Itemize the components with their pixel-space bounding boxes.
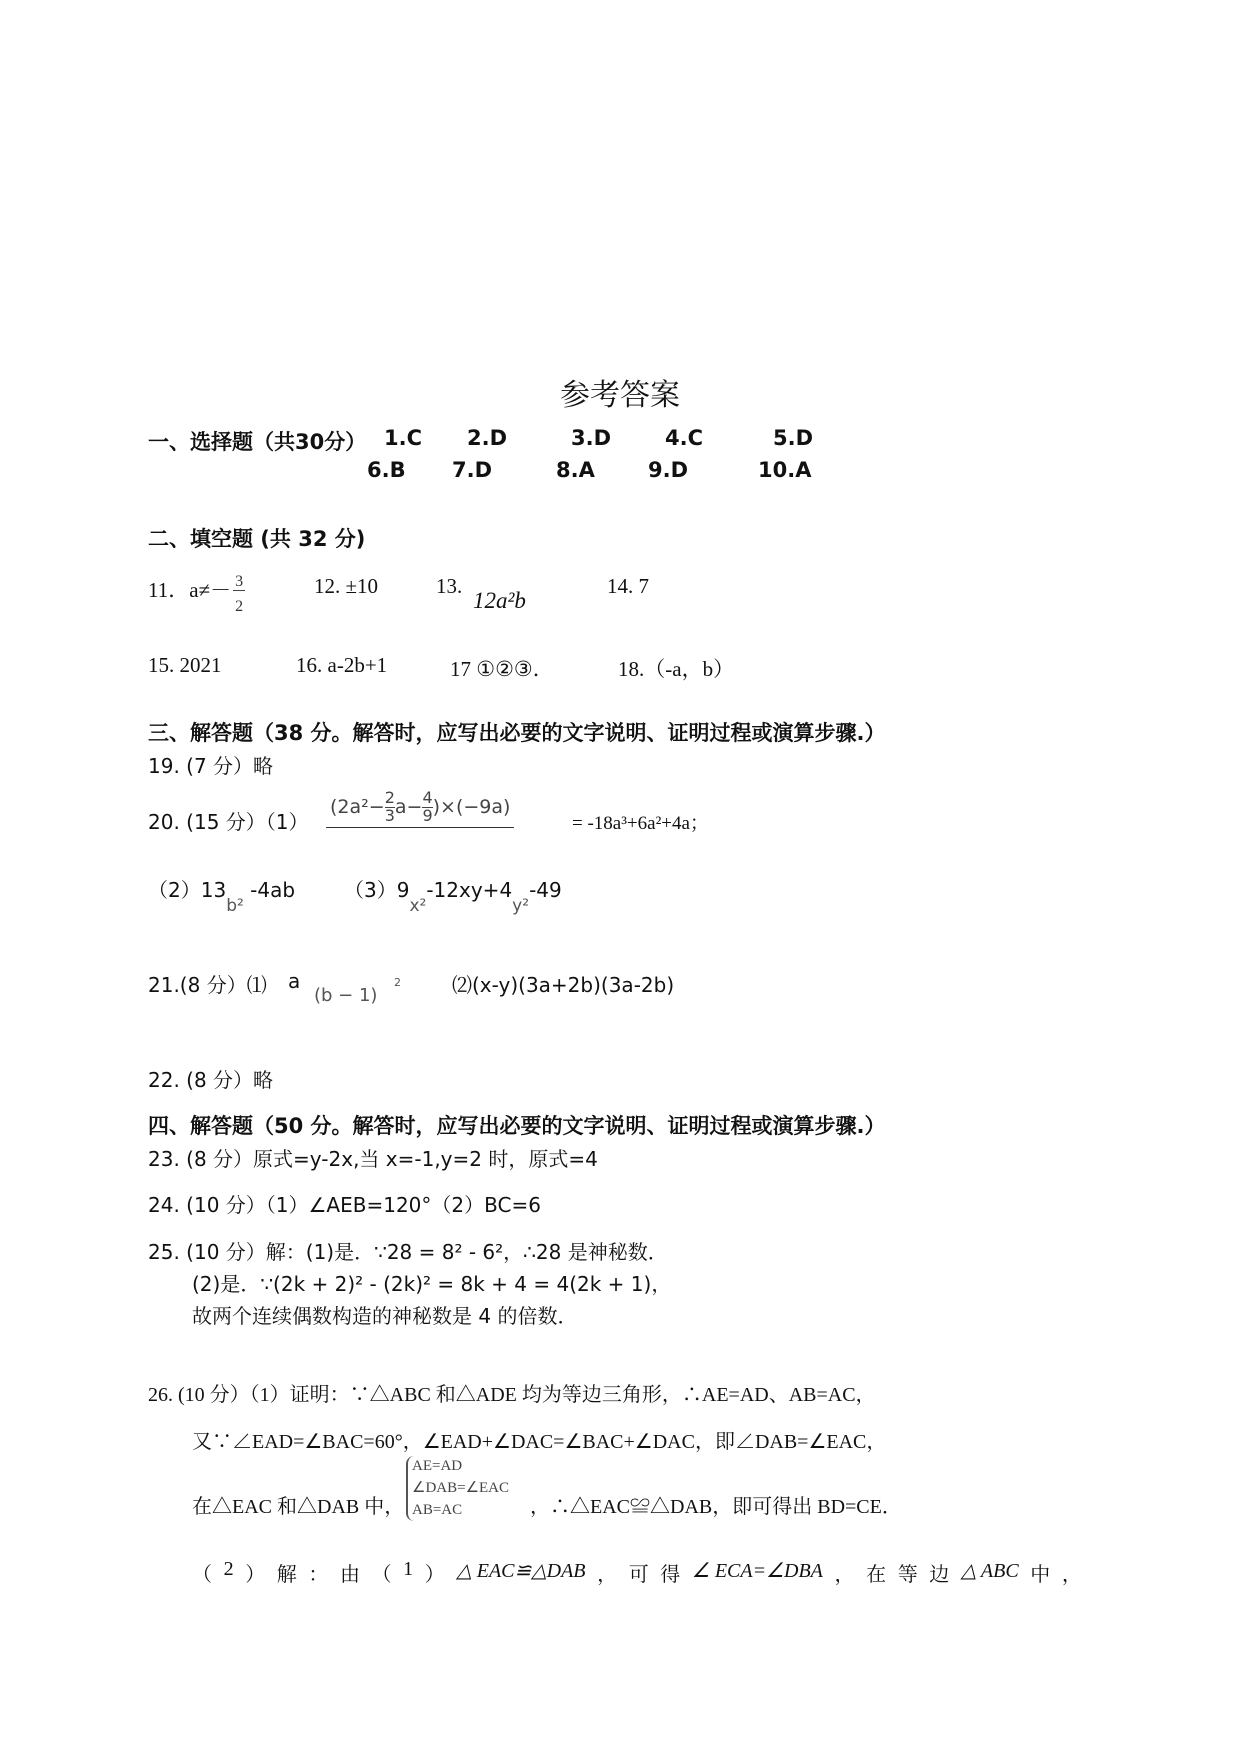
part3-term-image: y² [512, 896, 530, 916]
fraction [385, 790, 395, 825]
part3-middle: -12xy+4 [426, 878, 513, 902]
fraction-numerator: 2 [384, 788, 395, 807]
text-run: ∠ ECA=∠DBA [691, 1560, 823, 1582]
answer-20-label: 20. (15 分）（1） [148, 810, 309, 834]
text-run: ： [308, 1564, 329, 1586]
part2-term-image: b² [226, 896, 244, 916]
choice-answer: 7.D [452, 458, 493, 482]
part3-term-image: x² [409, 896, 427, 916]
expr-part: (2a²− [330, 795, 385, 818]
answer-21-part2: ⑵(x-y)(3a+2b)(3a-2b) [452, 973, 675, 997]
text-run: ， [834, 1564, 855, 1586]
answer-21-a: a [288, 969, 301, 993]
answer-26-equation-system [406, 1456, 509, 1521]
fill-answer-13-label: 13. [436, 574, 463, 598]
page-title: 参考答案 [560, 378, 680, 413]
choice-answer: 2.D [467, 426, 508, 450]
part3-label: （3）9 [344, 878, 410, 902]
q11-fraction [233, 574, 245, 615]
expr-part: a− [394, 795, 423, 818]
section1-heading: 一、选择题（共30分） [148, 430, 367, 454]
choice-answer: 3.D [571, 426, 612, 450]
answer-23: 23. (8 分）原式=y-2x,当 x=-1,y=2 时，原式=4 [148, 1147, 598, 1171]
fraction-denominator: 9 [422, 805, 433, 825]
section2-heading: 二、填空题 (共 32 分) [148, 527, 366, 551]
answer-26-line1: 26. (10 分）（1）证明：∵△ABC 和△ADE 均为等边三角形，∴AE=AD、AB=AC， [148, 1384, 876, 1406]
text-run: 1 [403, 1558, 414, 1580]
fraction-numerator: 4 [422, 788, 433, 807]
choice-answer: 6.B [367, 458, 406, 482]
text-run: △ ABC [960, 1560, 1019, 1582]
text-run: 等 [897, 1564, 918, 1586]
choice-answer: 8.A [556, 458, 595, 482]
answer-20-part3 [344, 874, 562, 916]
answer-20-expression [326, 790, 514, 828]
text-run: ， [1061, 1564, 1082, 1586]
text-run: 边 [929, 1564, 950, 1586]
answer-25-line2: (2)是．∵(2k + 2)² - (2k)² = 8k + 4 = 4(2k + 1)， [192, 1272, 672, 1296]
text-run: △ EAC≌△DAB [456, 1560, 586, 1582]
answer-25-line1: 25. (10 分）解：(1)是．∵28 = 8² - 6²，∴28 是神秘数． [148, 1240, 668, 1264]
fraction [422, 790, 432, 825]
fill-answer-12: 12. ±10 [314, 574, 379, 598]
text-run: 中 [1030, 1564, 1051, 1586]
fraction-denominator: 3 [384, 805, 395, 825]
answer-20-result: = -18a³+6a²+4a； [572, 813, 709, 834]
fraction-numerator: 3 [235, 573, 244, 590]
section4-heading: 四、解答题（50 分。解答时，应写出必要的文字说明、证明过程或演算步骤.） [148, 1114, 886, 1138]
fraction-denominator: 2 [235, 598, 244, 615]
brace-system-image [406, 1456, 509, 1521]
choice-answer: 5.D [773, 426, 814, 450]
answer-26-line3-start: 在△EAC 和△DAB 中， [192, 1496, 405, 1518]
text-run: 由 [339, 1564, 360, 1586]
section3-heading: 三、解答题（38 分。解答时，应写出必要的文字说明、证明过程或演算步骤.） [148, 721, 886, 745]
choice-answer: 10.A [758, 458, 812, 482]
part2-tail: -4ab [250, 878, 296, 902]
text-run: （ [192, 1564, 212, 1586]
text-run: ） [245, 1564, 266, 1586]
answer-26-line3-end: ，∴△EAC≌△DAB，即可得出 BD=CE． [530, 1496, 902, 1518]
system-line: ∠DAB=∠EAC [412, 1479, 510, 1496]
answer-21-label: 21.(8 分）⑴ [148, 973, 267, 997]
text-run: 在 [866, 1564, 887, 1586]
text-run: 得 [660, 1564, 681, 1586]
choice-answer: 9.D [648, 458, 689, 482]
text-run: 可 [628, 1564, 649, 1586]
fill-answer-14: 14. 7 [607, 574, 649, 598]
fill-answer-11 [148, 574, 245, 615]
fill-answer-13: 12a²b [473, 588, 526, 613]
answer-26-line4 [192, 1558, 1082, 1587]
fill-answer-15: 15. 2021 [148, 653, 222, 677]
answer-20-part2 [148, 874, 296, 916]
q11-label: 11．a≠－ [148, 578, 232, 602]
expr-part: )×(−9a) [432, 795, 511, 818]
answer-24: 24. (10 分）（1）∠AEB=120°（2）BC=6 [148, 1193, 541, 1217]
system-line: AE=AD [412, 1458, 463, 1474]
fill-answer-18: 18.（-a，b） [618, 657, 735, 681]
answer-22: 22. (8 分）略 [148, 1068, 274, 1092]
answer-21-exponent: 2 [394, 976, 401, 989]
choice-answer: 4.C [665, 426, 704, 450]
text-run: ， [597, 1564, 618, 1586]
system-line: AB=AC [412, 1501, 463, 1518]
text-run: （ [371, 1564, 392, 1586]
fill-answer-17: 17 ①②③． [450, 657, 554, 681]
answer-25-line3: 故两个连续偶数构造的神秘数是 4 的倍数． [192, 1304, 578, 1328]
text-run: ） [424, 1564, 445, 1586]
answer-26-line2: 又∵∠EAD=∠BAC=60°，∠EAD+∠DAC=∠BAC+∠DAC，即∠DAB=∠EAC， [192, 1431, 887, 1453]
answer-21-factor-image: (b − 1) [314, 985, 378, 1006]
fill-answer-16: 16. a-2b+1 [296, 653, 388, 677]
expression-image [326, 790, 514, 828]
part3-tail: -49 [529, 878, 562, 902]
answer-19: 19. (7 分）略 [148, 754, 274, 778]
text-run: 2 [223, 1558, 234, 1580]
part2-label: （2）13 [148, 878, 227, 902]
choice-answer: 1.C [384, 426, 423, 450]
text-run: 解 [276, 1564, 297, 1586]
